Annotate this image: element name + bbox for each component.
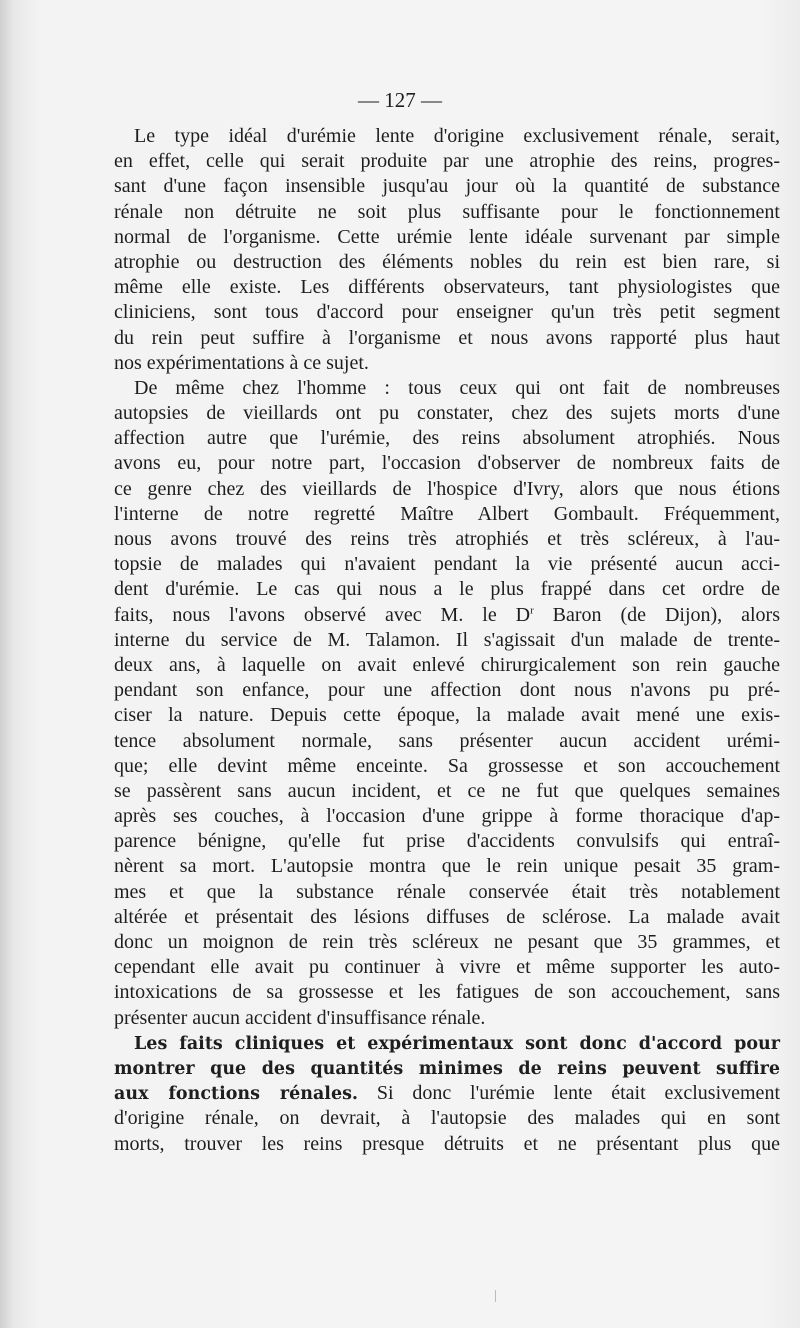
text-segment: nous avons trouvé des reins très atrophiés et très scléreux, à l'au-	[114, 528, 780, 550]
text-segment: faits, nous l'avons observé avec M. le D	[114, 603, 531, 626]
text-line	[114, 980, 780, 1005]
text-segment: Baron (de Dijon), alors	[533, 603, 780, 626]
text-segment: interne du service de M. Talamon. Il s'agissait d'un malade de trente-	[114, 628, 780, 651]
text-line	[114, 880, 780, 905]
text-segment: nèrent sa mort. L'autopsie montra que le rein unique pesait 35 gram-	[114, 855, 780, 878]
text-line	[114, 149, 780, 174]
text-segment: se passèrent sans aucun incident, et ce ne fut que quelques semaines	[114, 779, 780, 802]
text-line	[114, 1006, 780, 1031]
text-segment: topsie de malades qui n'avaient pendant la vie présenté aucun acci-	[114, 553, 780, 576]
text-segment: cependant elle avait pu continuer à vivre et même supporter les auto-	[114, 956, 780, 979]
text-line	[114, 653, 780, 678]
scan-mark	[495, 1290, 496, 1302]
text-line	[114, 351, 780, 376]
text-segment: atrophie ou destruction des éléments nobles du rein est bien rare, si	[114, 250, 780, 273]
text-line	[114, 628, 780, 653]
text-line	[114, 678, 780, 703]
text-segment: altérée et présentait des lésions diffuses de sclérose. La malade avait	[114, 905, 780, 928]
text-segment: De même chez l'homme : tous ceux qui ont fait de nombreuses	[134, 376, 780, 399]
text-line	[114, 502, 780, 527]
text-segment: deux ans, à laquelle on avait enlevé chirurgicalement son rein gauche	[114, 653, 780, 676]
bold-text: Les faits cliniques et expérimentaux sont donc d'accord pour	[134, 1033, 780, 1054]
text-line	[114, 1056, 780, 1081]
paragraph	[114, 124, 780, 376]
text-segment: intoxications de sa grossesse et les fatigues de son accouchement, sans	[114, 981, 780, 1004]
text-segment: ce genre chez des vieillards de l'hospice d'Ivry, alors que nous étions	[114, 477, 780, 500]
text-line	[114, 1132, 780, 1157]
text-line	[114, 200, 780, 225]
text-line	[114, 930, 780, 955]
paragraph	[114, 376, 780, 1031]
text-line	[114, 779, 780, 804]
bold-text: aux fonctions rénales.	[114, 1084, 359, 1105]
text-segment: affection autre que l'urémie, des reins absolument atrophiés. Nous	[114, 427, 780, 450]
text-line	[114, 477, 780, 502]
text-segment: l'interne de notre regretté Maître Albert Gombault. Fréquemment,	[114, 502, 780, 525]
text-segment: cliniciens, sont tous d'accord pour enseigner qu'un très petit segment	[114, 301, 780, 324]
text-segment: que; elle devint même enceinte. Sa grossesse et son accouchement	[114, 754, 780, 777]
text-line	[114, 426, 780, 451]
text-line	[114, 754, 780, 779]
text-line	[114, 603, 780, 628]
text-segment: du rein peut suffire à l'organisme et nous avons rapporté plus haut	[114, 326, 780, 349]
text-line	[114, 275, 780, 300]
text-line	[114, 729, 780, 754]
text-line	[114, 250, 780, 275]
text-segment: même elle existe. Les différents observateurs, tant physiologistes que	[114, 276, 780, 299]
superscript: r	[530, 603, 534, 616]
text-segment: après ses couches, à l'occasion d'une grippe à forme thoracique d'ap-	[114, 805, 780, 828]
paragraph	[114, 1031, 780, 1157]
text-line	[114, 804, 780, 829]
text-segment: autopsies de vieillards ont pu constater, chez des sujets morts d'une	[114, 402, 780, 425]
bold-text: montrer que des quantités minimes de reins peuvent suffire	[114, 1058, 780, 1079]
text-segment: avons eu, pour notre part, l'occasion d'observer de nombreux faits de	[114, 452, 780, 475]
text-segment: présenter aucun accident d'insuffisance rénale.	[114, 1006, 486, 1029]
text-segment: tence absolument normale, sans présenter aucun accident urémi-	[114, 729, 780, 752]
text-segment: nos expérimentations à ce sujet.	[114, 351, 369, 374]
body-text	[114, 124, 780, 1157]
text-line	[114, 376, 780, 401]
text-segment: donc un moignon de rein très scléreux ne pesant que 35 grammes, et	[114, 931, 780, 953]
text-line	[114, 225, 780, 250]
text-segment: d'origine rénale, on devrait, à l'autopsie des malades qui en sont	[114, 1107, 780, 1130]
text-segment: mes et que la substance rénale conservée était très notablement	[114, 880, 780, 903]
text-line	[114, 401, 780, 426]
text-line	[114, 829, 780, 854]
text-segment: normal de l'organisme. Cette urémie lente idéale survenant par simple	[114, 225, 780, 248]
text-line	[114, 300, 780, 325]
text-line	[114, 854, 780, 879]
text-line	[114, 703, 780, 728]
text-line	[114, 1106, 780, 1131]
text-line	[114, 174, 780, 199]
text-line	[114, 326, 780, 351]
text-segment: en effet, celle qui serait produite par une atrophie des reins, progres-	[114, 150, 780, 173]
text-line	[114, 552, 780, 577]
text-segment: parence bénigne, qu'elle fut prise d'accidents convulsifs qui entraî-	[114, 830, 780, 853]
text-line	[114, 577, 780, 602]
text-segment: pendant son enfance, pour une affection dont nous n'avons pu pré-	[114, 679, 780, 702]
text-segment: Si donc l'urémie lente était exclusivement	[358, 1082, 780, 1105]
page-number: — 127 —	[358, 88, 442, 112]
text-line	[114, 905, 780, 930]
text-line	[114, 527, 780, 552]
text-segment: Le type idéal d'urémie lente d'origine exclusivement rénale, serait,	[134, 125, 780, 147]
text-segment: morts, trouver les reins presque détruits et ne présentant plus que	[114, 1132, 780, 1155]
text-line	[114, 955, 780, 980]
text-line	[114, 451, 780, 476]
text-segment: ciser la nature. Depuis cette époque, la malade avait mené une exis-	[114, 704, 780, 727]
text-segment: sant d'une façon insensible jusqu'au jour où la quantité de substance	[114, 175, 780, 198]
text-line	[114, 1031, 780, 1056]
text-line	[114, 124, 780, 149]
text-line	[114, 1081, 780, 1106]
text-segment: dent d'urémie. Le cas qui nous a le plus frappé dans cet ordre de	[114, 578, 780, 601]
text-segment: rénale non détruite ne soit plus suffisante pour le fonctionnement	[114, 200, 780, 223]
